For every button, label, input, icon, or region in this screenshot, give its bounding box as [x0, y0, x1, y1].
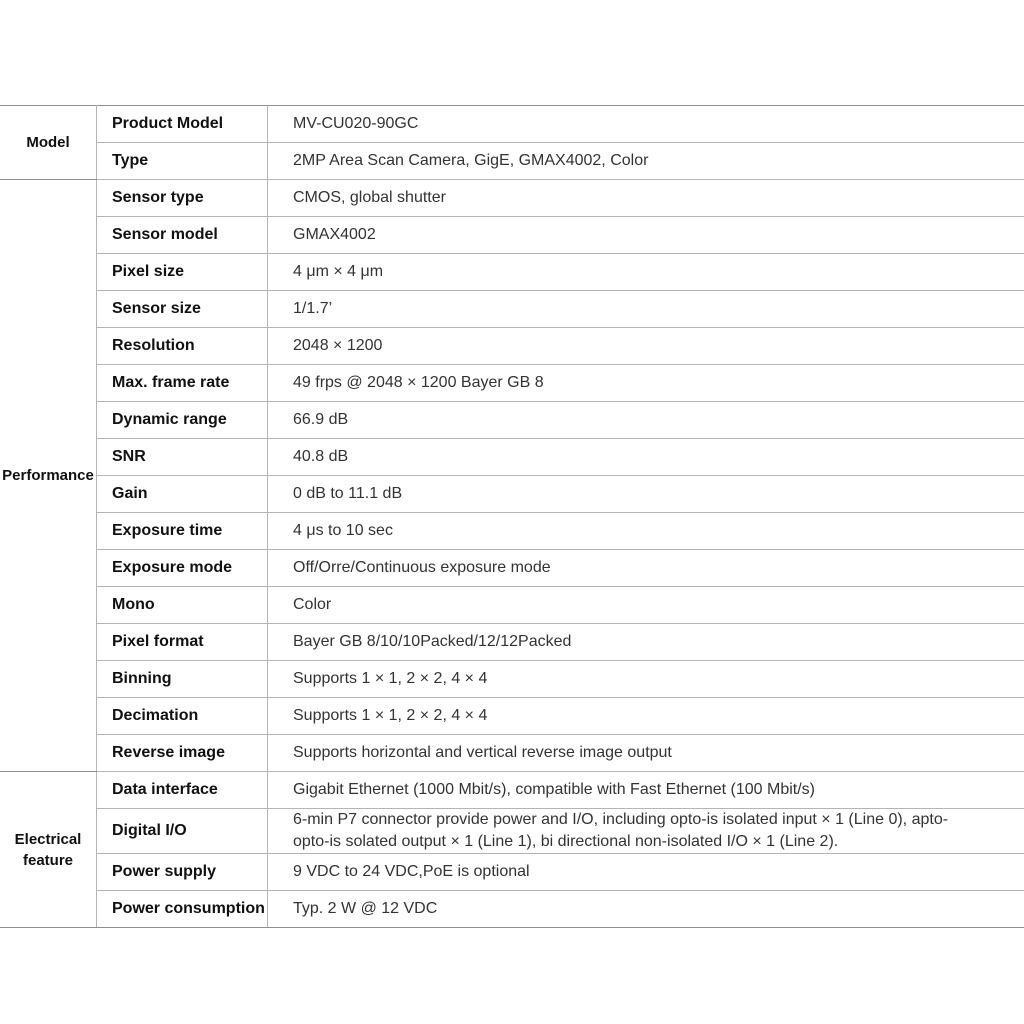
row-label: Power supply	[97, 854, 268, 891]
row-label: Sensor type	[97, 180, 268, 217]
row-value-line: opto-is solated output × 1 (Line 1), bi directional non-isolated I/O × 1 (Line 2).	[293, 833, 839, 850]
row-label: Pixel format	[97, 624, 268, 661]
row-value: CMOS, global shutter	[268, 180, 1024, 217]
group-label-electrical-feature	[0, 772, 97, 928]
row-value: MV-CU020-90GC	[268, 106, 1024, 143]
table-row	[0, 772, 1024, 809]
group-label-line: Electrical	[14, 830, 82, 848]
table-row	[0, 217, 1024, 254]
row-value: 49 frps @ 2048 × 1200 Bayer GB 8	[268, 365, 1024, 402]
row-label: Power consumption	[97, 891, 268, 928]
row-label: Sensor model	[97, 217, 268, 254]
table-row	[0, 439, 1024, 476]
row-value-line: 6-min P7 connector provide power and I/O, including opto-is isolated input × 1 (Line 0), apto-	[293, 811, 949, 828]
row-label: Binning	[97, 661, 268, 698]
table-row	[0, 809, 1024, 854]
row-value: Supports 1 × 1, 2 × 2, 4 × 4	[268, 698, 1024, 735]
table-row	[0, 106, 1024, 143]
row-label: SNR	[97, 439, 268, 476]
table-row	[0, 143, 1024, 180]
row-label: Reverse image	[97, 735, 268, 772]
row-value: 40.8 dB	[268, 439, 1024, 476]
row-value: 2048 × 1200	[268, 328, 1024, 365]
row-label: Product Model	[97, 106, 268, 143]
row-value: Bayer GB 8/10/10Packed/12/12Packed	[268, 624, 1024, 661]
row-value: 4 μs to 10 sec	[268, 513, 1024, 550]
row-value: 9 VDC to 24 VDC,PoE is optional	[268, 854, 1024, 891]
row-label: Type	[97, 143, 268, 180]
row-label: Exposure mode	[97, 550, 268, 587]
row-value: Color	[268, 587, 1024, 624]
row-label: Mono	[97, 587, 268, 624]
row-label: Resolution	[97, 328, 268, 365]
table-row	[0, 550, 1024, 587]
table-row	[0, 513, 1024, 550]
row-value: Typ. 2 W @ 12 VDC	[268, 891, 1024, 928]
row-label: Gain	[97, 476, 268, 513]
table-row	[0, 661, 1024, 698]
table-row	[0, 891, 1024, 928]
table-row	[0, 180, 1024, 217]
table-row	[0, 365, 1024, 402]
group-label-line: feature	[22, 851, 74, 869]
row-value: Supports horizontal and vertical reverse image output	[268, 735, 1024, 772]
row-label: Dynamic range	[97, 402, 268, 439]
row-label: Pixel size	[97, 254, 268, 291]
row-label: Max. frame rate	[97, 365, 268, 402]
table-row	[0, 735, 1024, 772]
row-label: Sensor size	[97, 291, 268, 328]
row-value	[268, 809, 1024, 854]
row-value: 1/1.7’	[268, 291, 1024, 328]
row-label: Digital I/O	[97, 809, 268, 854]
table-row	[0, 624, 1024, 661]
row-value: 2MP Area Scan Camera, GigE, GMAX4002, Color	[268, 143, 1024, 180]
row-value: Supports 1 × 1, 2 × 2, 4 × 4	[268, 661, 1024, 698]
row-value: 4 μm × 4 μm	[268, 254, 1024, 291]
table-row	[0, 587, 1024, 624]
table-row	[0, 291, 1024, 328]
row-value: Off/Orre/Continuous exposure mode	[268, 550, 1024, 587]
row-label: Data interface	[97, 772, 268, 809]
group-label-performance: Performance	[0, 180, 97, 772]
table-row	[0, 402, 1024, 439]
table-row	[0, 476, 1024, 513]
row-value: 66.9 dB	[268, 402, 1024, 439]
table-row	[0, 854, 1024, 891]
table-row	[0, 698, 1024, 735]
row-value: 0 dB to 11.1 dB	[268, 476, 1024, 513]
row-value: Gigabit Ethernet (1000 Mbit/s), compatible with Fast Ethernet (100 Mbit/s)	[268, 772, 1024, 809]
table-row	[0, 328, 1024, 365]
spec-table	[0, 105, 1024, 928]
group-label-model: Model	[0, 106, 97, 180]
row-label: Exposure time	[97, 513, 268, 550]
row-label: Decimation	[97, 698, 268, 735]
row-value: GMAX4002	[268, 217, 1024, 254]
table-row	[0, 254, 1024, 291]
